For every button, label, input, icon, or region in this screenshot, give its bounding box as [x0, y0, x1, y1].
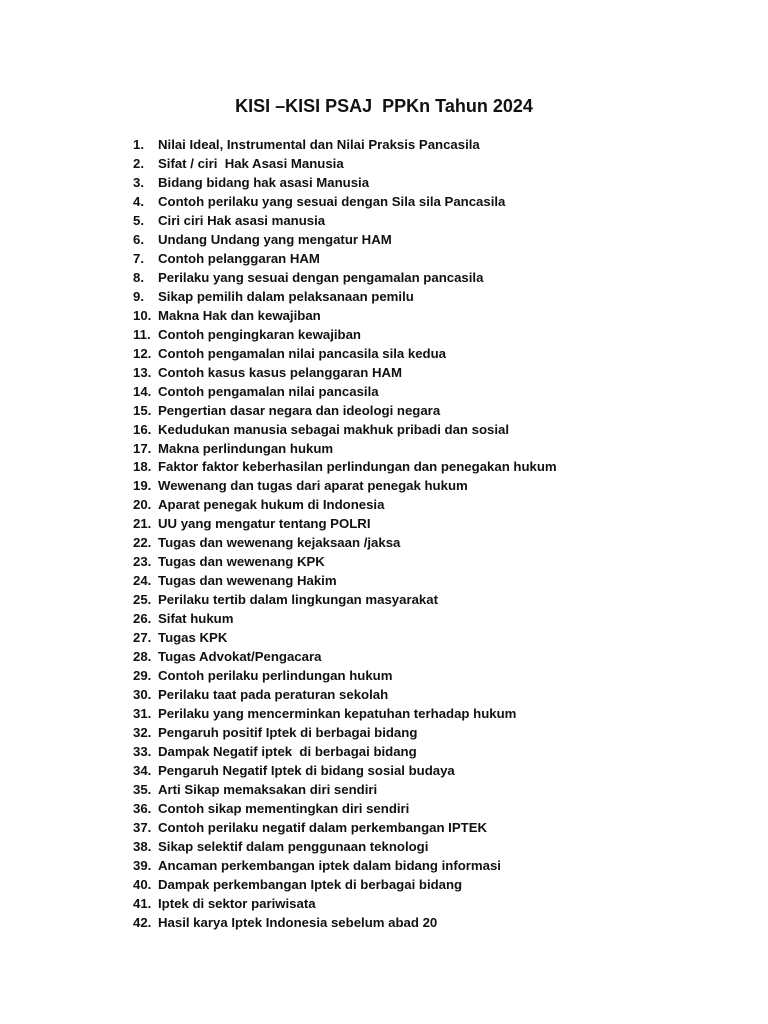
list-item-number: 32. [133, 725, 152, 741]
list-item-text: Sifat / ciri Hak Asasi Manusia [158, 155, 344, 171]
list-item-text: Ancaman perkembangan iptek dalam bidang informasi [158, 857, 501, 873]
list-item [133, 326, 557, 345]
list-item [133, 553, 557, 572]
list-item-text: Contoh pengingkaran kewajiban [158, 326, 361, 342]
list-item [133, 193, 557, 212]
list-item [133, 876, 557, 895]
list-item [133, 307, 557, 326]
list-item-text: Tugas Advokat/Pengacara [158, 649, 322, 665]
list-item-text: Faktor faktor keberhasilan perlindungan dan penegakan hukum [158, 459, 557, 475]
list-item-text: Undang Undang yang mengatur HAM [158, 231, 392, 247]
list-item-number: 11. [133, 326, 151, 342]
list-item-number: 7. [133, 250, 144, 266]
list-item [133, 477, 557, 496]
list-item [133, 591, 557, 610]
list-item-text: Dampak Negatif iptek di berbagai bidang [158, 744, 417, 759]
list-item [133, 895, 557, 914]
list-item-text: Tugas dan wewenang kejaksaan /jaksa [158, 535, 401, 551]
list-item [133, 458, 557, 477]
list-item-number: 1. [133, 137, 144, 152]
list-item-number: 31. [133, 706, 152, 722]
list-item-text: Contoh perilaku perlindungan hukum [158, 668, 393, 684]
list-item-text: Contoh sikap mementingkan diri sendiri [158, 800, 410, 816]
list-item-number: 16. [133, 421, 152, 437]
list-item-number: 22. [133, 535, 152, 551]
list-item-text: Arti Sikap memaksakan diri sendiri [158, 781, 378, 797]
list-item-text: Pengertian dasar negara dan ideologi negara [158, 402, 441, 418]
list-item-number: 18. [133, 459, 152, 475]
list-item-text: Contoh pengamalan nilai pancasila [158, 383, 379, 399]
list-item-number: 10. [133, 307, 152, 323]
list-item [133, 648, 557, 667]
list-item-text: Tugas dan wewenang KPK [158, 554, 325, 570]
list-item-number: 2. [133, 155, 144, 171]
list-item [133, 610, 557, 629]
list-item [133, 288, 557, 307]
list-item-number: 17. [133, 440, 152, 456]
list-item-number: 29. [133, 668, 152, 684]
list-item-text: Makna perlindungan hukum [158, 440, 334, 456]
list-item-text: Perilaku yang mencerminkan kepatuhan terhadap hukum [158, 706, 517, 722]
list-item-number: 39. [133, 857, 152, 873]
list-item [133, 743, 557, 762]
list-item [133, 534, 557, 553]
list-item-text: Makna Hak dan kewajiban [158, 307, 321, 323]
list-item-number: 20. [133, 497, 152, 513]
list-item-number: 36. [133, 800, 152, 816]
list-item [133, 800, 557, 819]
list-item-text: Perilaku tertib dalam lingkungan masyarakat [158, 592, 438, 608]
list-item-text: Wewenang dan tugas dari aparat penegak hukum [158, 478, 468, 494]
list-item-number: 8. [133, 269, 144, 285]
topic-list [133, 136, 557, 933]
list-item [133, 383, 557, 402]
list-item [133, 762, 557, 781]
list-item [133, 250, 557, 269]
list-item-text: Pengaruh Negatif Iptek di bidang sosial budaya [158, 762, 455, 778]
list-item-text: Tugas dan wewenang Hakim [158, 573, 337, 589]
list-item-number: 26. [133, 611, 152, 627]
list-item-text: Bidang bidang hak asasi Manusia [158, 174, 370, 190]
list-item-number: 33. [133, 744, 152, 759]
list-item-number: 3. [133, 174, 144, 190]
list-item-number: 5. [133, 212, 144, 228]
list-item-number: 13. [133, 364, 152, 380]
list-item-text: Contoh perilaku yang sesuai dengan Sila sila Pancasila [158, 193, 506, 209]
list-item-number: 38. [133, 838, 152, 854]
list-item [133, 629, 557, 648]
list-item-text: UU yang mengatur tentang POLRI [158, 516, 371, 532]
list-item-number: 15. [133, 402, 152, 418]
list-item-text: Perilaku yang sesuai dengan pengamalan pancasila [158, 269, 484, 285]
list-item [133, 914, 557, 933]
list-item [133, 857, 557, 876]
list-item-number: 24. [133, 573, 152, 589]
list-item-number: 35. [133, 781, 152, 797]
list-item-text: Iptek di sektor pariwisata [158, 895, 316, 911]
list-item [133, 402, 557, 421]
list-item-number: 21. [133, 516, 152, 532]
list-item [133, 421, 557, 440]
list-item-text: Kedudukan manusia sebagai makhuk pribadi dan sosial [158, 421, 510, 437]
list-item-number: 12. [133, 345, 152, 361]
list-item-number: 40. [133, 876, 152, 892]
list-item-number: 28. [133, 649, 152, 665]
list-item [133, 155, 557, 174]
list-item-text: Contoh perilaku negatif dalam perkembangan IPTEK [158, 819, 488, 835]
list-item [133, 440, 557, 459]
list-item-text: Tugas KPK [158, 630, 228, 646]
list-item-text: Aparat penegak hukum di Indonesia [158, 497, 385, 513]
list-item [133, 269, 557, 288]
document-title: KISI –KISI PSAJ PPKn Tahun 2024 [235, 96, 533, 116]
list-item [133, 667, 557, 686]
list-item-number: 9. [133, 288, 144, 304]
list-item-text: Dampak perkembangan Iptek di berbagai bidang [158, 876, 463, 892]
list-item-number: 41. [133, 895, 152, 911]
list-item-text: Perilaku taat pada peraturan sekolah [158, 687, 389, 703]
list-item-number: 34. [133, 762, 152, 778]
list-item-text: Nilai Ideal, Instrumental dan Nilai Praksis Pancasila [158, 137, 480, 152]
list-item [133, 136, 557, 155]
list-item [133, 212, 557, 231]
list-item [133, 364, 557, 383]
list-item [133, 838, 557, 857]
list-item [133, 231, 557, 250]
list-item-number: 23. [133, 554, 152, 570]
list-item [133, 174, 557, 193]
list-item-text: Ciri ciri Hak asasi manusia [158, 212, 326, 228]
list-item [133, 686, 557, 705]
list-item-number: 30. [133, 687, 152, 703]
list-item-number: 25. [133, 592, 152, 608]
list-item-text: Sikap pemilih dalam pelaksanaan pemilu [158, 288, 414, 304]
list-item-text: Sifat hukum [158, 611, 234, 627]
list-item-number: 42. [133, 914, 152, 930]
list-item-number: 14. [133, 383, 152, 399]
list-item-number: 19. [133, 478, 152, 494]
list-item-number: 4. [133, 193, 144, 209]
list-item-number: 27. [133, 630, 152, 646]
list-item-number: 6. [133, 231, 144, 247]
list-item-text: Sikap selektif dalam penggunaan teknologi [158, 838, 429, 854]
list-item [133, 705, 557, 724]
list-item-text: Contoh kasus kasus pelanggaran HAM [158, 364, 403, 380]
list-item [133, 724, 557, 743]
list-item-number: 37. [133, 819, 152, 835]
list-item [133, 345, 557, 364]
list-item [133, 781, 557, 800]
list-item [133, 819, 557, 838]
list-item-text: Hasil karya Iptek Indonesia sebelum abad 20 [158, 914, 438, 930]
list-item [133, 515, 557, 534]
list-item-text: Pengaruh positif Iptek di berbagai bidang [158, 725, 418, 741]
list-item [133, 496, 557, 515]
list-item-text: Contoh pelanggaran HAM [158, 250, 320, 266]
list-item [133, 572, 557, 591]
list-item-text: Contoh pengamalan nilai pancasila sila kedua [158, 345, 447, 361]
